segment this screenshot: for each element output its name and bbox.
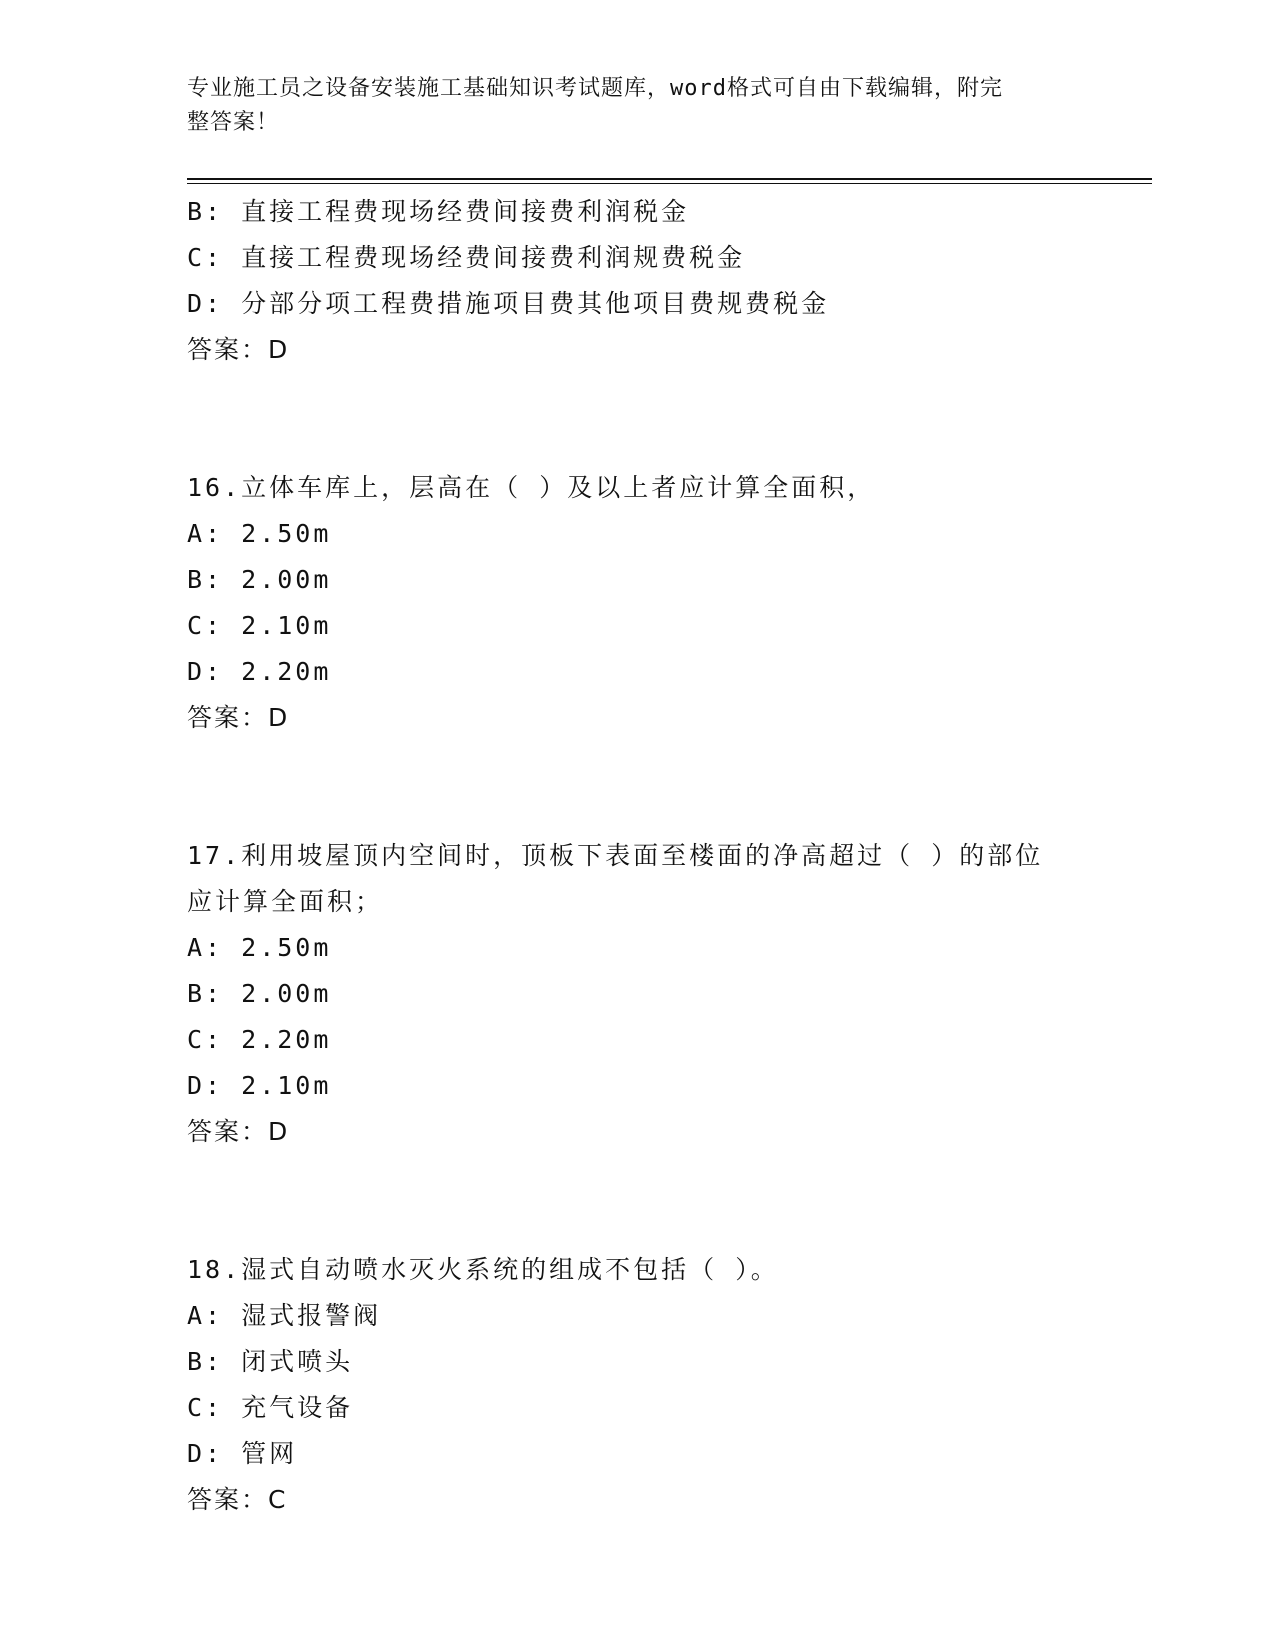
question-stem: 16.立体车库上，层高在（ ）及以上者应计算全面积， bbox=[187, 473, 876, 502]
question-17 bbox=[187, 833, 1087, 1155]
option-a: A: 湿式报警阀 bbox=[187, 1301, 382, 1330]
option-c: C: 2.20m bbox=[187, 1025, 332, 1054]
option-d: D: 分部分项工程费措施项目费其他项目费规费税金 bbox=[187, 289, 830, 318]
answer: 答案：D bbox=[187, 1117, 290, 1146]
option-b: B: 2.00m bbox=[187, 565, 332, 594]
question-15 bbox=[187, 189, 1087, 373]
spacer bbox=[187, 1155, 1087, 1247]
header-divider-thick bbox=[187, 178, 1152, 180]
question-stem-line-1: 17.利用坡屋顶内空间时，顶板下表面至楼面的净高超过（ ）的部位 bbox=[187, 841, 1044, 870]
question-stem-line-2: 应计算全面积； bbox=[187, 887, 384, 916]
option-d: D: 2.10m bbox=[187, 1071, 332, 1100]
header-line-1: 专业施工员之设备安装施工基础知识考试题库，word格式可自由下载编辑，附完 bbox=[187, 76, 1003, 101]
answer: 答案：D bbox=[187, 703, 290, 732]
spacer bbox=[187, 373, 1087, 465]
option-b: B: 直接工程费现场经费间接费利润税金 bbox=[187, 197, 690, 226]
option-a: A: 2.50m bbox=[187, 519, 332, 548]
page-header bbox=[187, 72, 1067, 140]
option-c: C: 充气设备 bbox=[187, 1393, 354, 1422]
option-d: D: 2.20m bbox=[187, 657, 332, 686]
question-16 bbox=[187, 465, 1087, 741]
option-d: D: 管网 bbox=[187, 1439, 298, 1468]
option-a: A: 2.50m bbox=[187, 933, 332, 962]
header-divider-thin bbox=[187, 183, 1152, 184]
option-b: B: 2.00m bbox=[187, 979, 332, 1008]
answer: 答案：D bbox=[187, 335, 290, 364]
answer: 答案：C bbox=[187, 1485, 288, 1514]
question-list bbox=[187, 189, 1087, 1523]
question-stem: 18.湿式自动喷水灭火系统的组成不包括（ ）。 bbox=[187, 1255, 779, 1284]
question-18 bbox=[187, 1247, 1087, 1523]
option-b: B: 闭式喷头 bbox=[187, 1347, 354, 1376]
spacer bbox=[187, 741, 1087, 833]
option-c: C: 直接工程费现场经费间接费利润规费税金 bbox=[187, 243, 746, 272]
option-c: C: 2.10m bbox=[187, 611, 332, 640]
header-line-2: 整答案！ bbox=[187, 110, 280, 135]
